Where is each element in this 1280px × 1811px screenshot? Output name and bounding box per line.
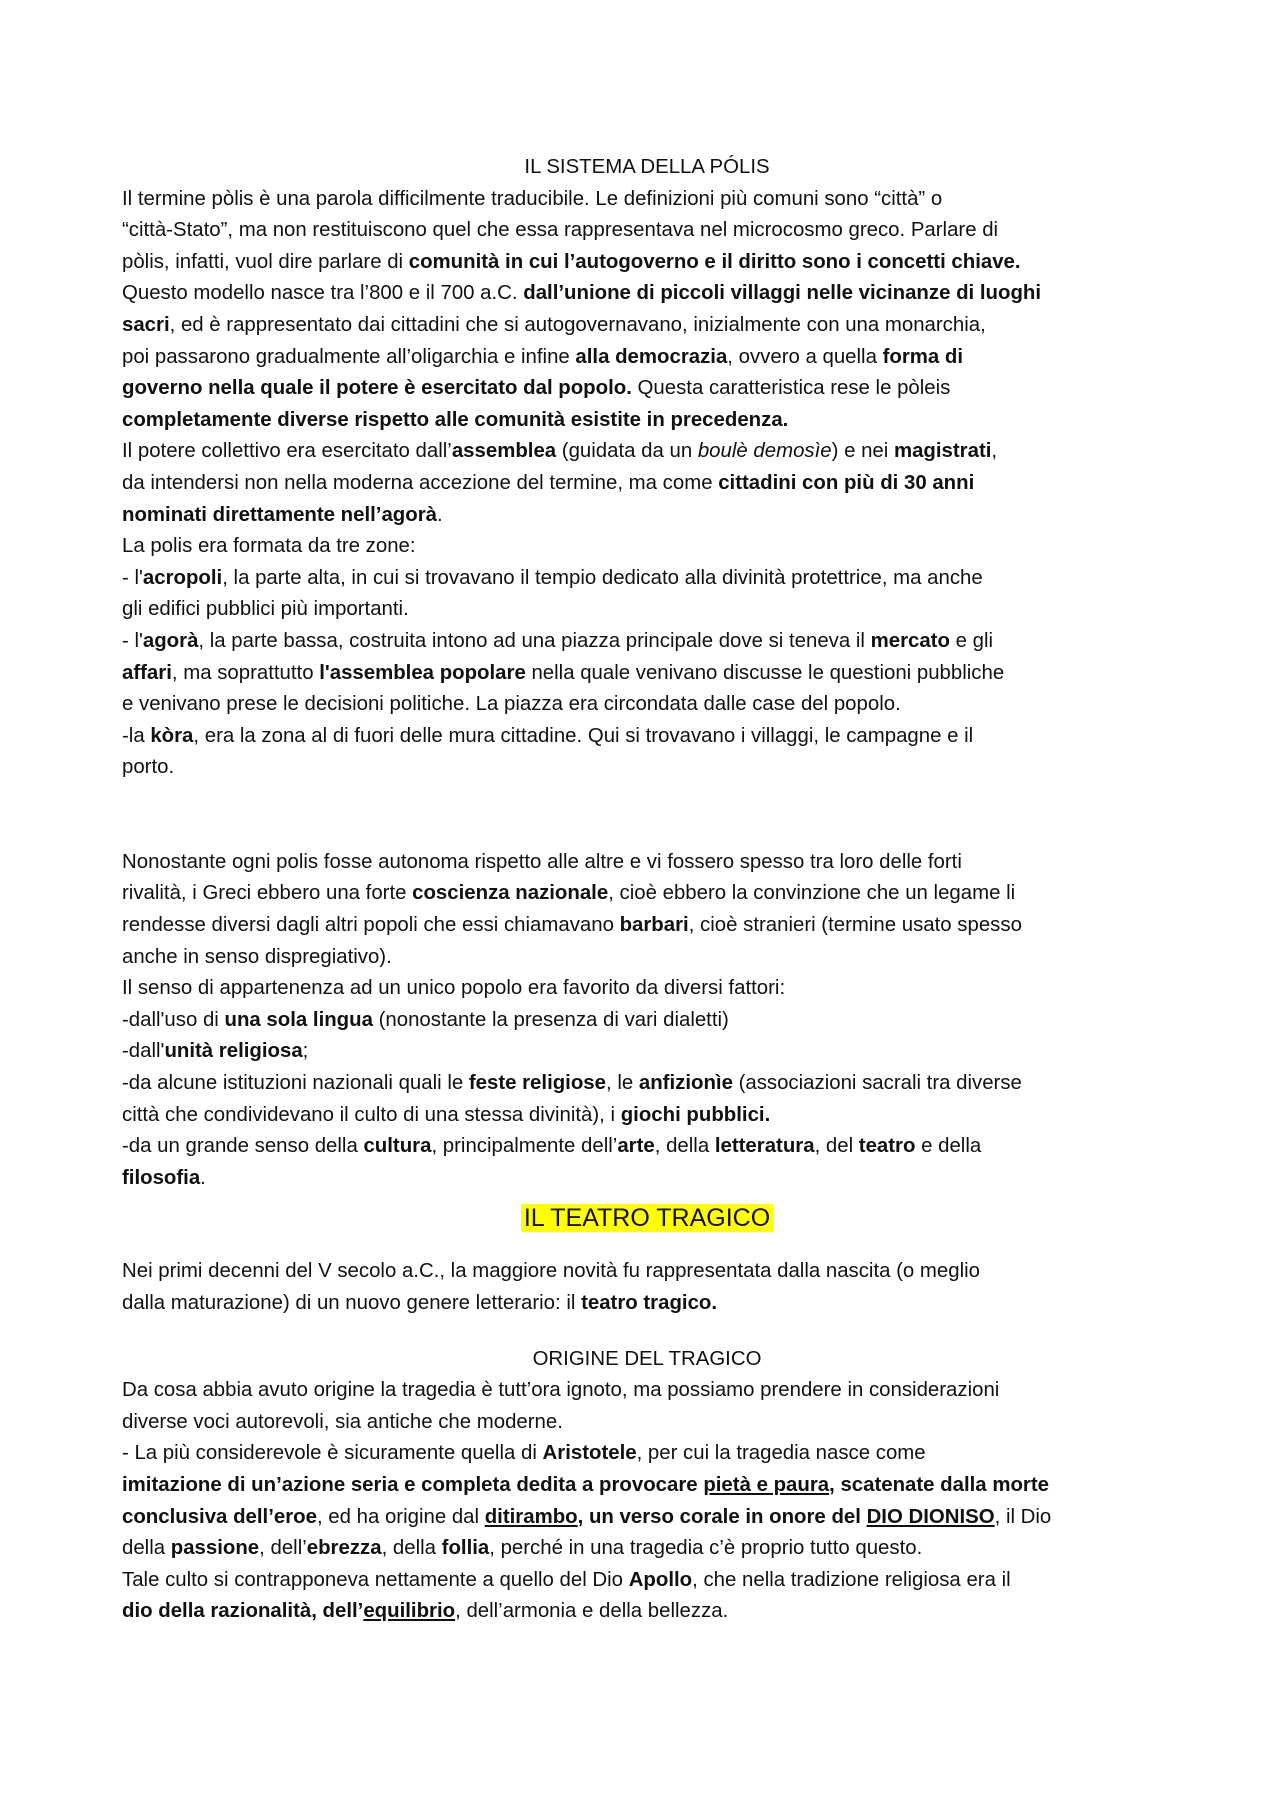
text-line: poi passarono gradualmente all’oligarchia e infine alla democrazia, ovvero a quella forma di (122, 345, 964, 368)
text-line: Il termine pòlis è una parola difficilmente traducibile. Le definizioni più comuni sono “città” o (122, 187, 943, 210)
text-line: città che condividevano il culto di una stessa divinità), i giochi pubblici. (122, 1103, 771, 1126)
paragraph-polis-definition (122, 184, 1172, 437)
text-line: “città-Stato”, ma non restituiscono quel che essa rappresentava nel microcosmo greco. Parlare di (122, 219, 999, 242)
text-line: governo nella quale il potere è esercitato dal popolo. Questa caratteristica rese le pòleis (122, 377, 951, 400)
paragraph-polis-zones (122, 531, 1172, 784)
text-line: filosofia. (122, 1166, 206, 1189)
list-item-kora: -la kòra, era la zona al di fuori delle mura cittadine. Qui si trovavano i villaggi, le campagne e il (122, 724, 974, 747)
paragraph-belonging-factors (122, 973, 1172, 1194)
text-line: porto. (122, 756, 175, 779)
text-line: dio della razionalità, dell’equilibrio, dell’armonia e della bellezza. (122, 1600, 729, 1623)
text-line: affari, ma soprattutto l'assemblea popolare nella quale venivano discusse le questioni pubbliche (122, 661, 1005, 684)
paragraph-teatro-intro (122, 1256, 1172, 1319)
text-line: gli edifici pubblici più importanti. (122, 598, 409, 621)
highlighted-heading-text: IL TEATRO TRAGICO (521, 1204, 773, 1232)
text-line: e venivano prese le decisioni politiche. La piazza era circondata dalle case del popolo. (122, 693, 901, 716)
list-item: -da un grande senso della cultura, principalmente dell’arte, della letteratura, del teatro e della (122, 1135, 982, 1158)
text-line: Da cosa abbia avuto origine la tragedia è tutt’ora ignoto, ma possiamo prendere in considerazioni (122, 1379, 1000, 1402)
text-line: sacri, ed è rappresentato dai cittadini che si autogovernavano, inizialmente con una monarchia, (122, 313, 986, 336)
paragraph-national-consciousness (122, 847, 1172, 973)
list-item: -da alcune istituzioni nazionali quali le feste religiose, le anfizionìe (associazioni sacrali tra diverse (122, 1072, 1022, 1095)
text-line: Il potere collettivo era esercitato dall’assemblea (guidata da un boulè demosìe) e nei magistrati, (122, 440, 998, 463)
text-line: - La più considerevole è sicuramente quella di Aristotele, per cui la tragedia nasce come (122, 1442, 926, 1465)
text-line: nominati direttamente nell’agorà. (122, 503, 443, 526)
text-line: diverse voci autorevoli, sia antiche che moderne. (122, 1410, 563, 1433)
spacer (122, 1320, 1172, 1344)
text-line: pòlis, infatti, vuol dire parlare di comunità in cui l’autogoverno e il diritto sono i concetti chiave. (122, 250, 1021, 273)
text-line: Nei primi decenni del V secolo a.C., la maggiore novità fu rappresentata dalla nascita (o meglio (122, 1260, 980, 1283)
list-item: -dall'unità religiosa; (122, 1040, 309, 1063)
text-line: completamente diverse rispetto alle comunità esistite in precedenza. (122, 408, 789, 431)
list-item-acropoli: - l'acropoli, la parte alta, in cui si trovavano il tempio dedicato alla divinità protettrice, ma anche (122, 566, 983, 589)
spacer (122, 784, 1172, 847)
section-title-origine: ORIGINE DEL TRAGICO (532, 1347, 762, 1370)
list-item: -dall'uso di una sola lingua (nonostante la presenza di vari dialetti) (122, 1008, 729, 1031)
text-line: Tale culto si contrapponeva nettamente a quello del Dio Apollo, che nella tradizione religiosa era il (122, 1568, 1011, 1591)
text-line: anche in senso dispregiativo). (122, 945, 392, 968)
text-line: dalla maturazione) di un nuovo genere letterario: il teatro tragico. (122, 1292, 718, 1314)
section-title-polis: IL SISTEMA DELLA PÓLIS (524, 156, 770, 178)
text-line: imitazione di un’azione seria e completa dedita a provocare pietà e paura, scatenate dalla morte (122, 1473, 1049, 1496)
list-item-agora: - l'agorà, la parte bassa, costruita intono ad una piazza principale dove si teneva il mercato e gli (122, 629, 994, 652)
text-line: Nonostante ogni polis fosse autonoma rispetto alle altre e vi fossero spesso tra loro delle forti (122, 850, 962, 873)
paragraph-polis-power (122, 436, 1172, 531)
heading-teatro-tragico (122, 1198, 1172, 1238)
text-line: della passione, dell’ebrezza, della follia, perché in una tragedia c’è proprio tutto questo. (122, 1537, 923, 1560)
document-page (122, 152, 1172, 1628)
text-line: conclusiva dell’eroe, ed ha origine dal ditirambo, un verso corale in onore del DIO DIONISO, il Dio (122, 1505, 1052, 1528)
text-line: La polis era formata da tre zone: (122, 535, 416, 558)
text-line: rivalità, i Greci ebbero una forte coscienza nazionale, cioè ebbero la convinzione che un legame li (122, 882, 1016, 905)
text-line: da intendersi non nella moderna accezione del termine, ma come cittadini con più di 30 anni (122, 471, 975, 494)
text-line: Il senso di appartenenza ad un unico popolo era favorito da diversi fattori: (122, 977, 786, 1000)
text-line: Questo modello nasce tra l’800 e il 700 a.C. dall’unione di piccoli villaggi nelle vicinanze di luoghi (122, 282, 1042, 305)
text-line: rendesse diversi dagli altri popoli che essi chiamavano barbari, cioè stranieri (termine usato spesso (122, 914, 1022, 937)
paragraph-origine (122, 1375, 1172, 1628)
